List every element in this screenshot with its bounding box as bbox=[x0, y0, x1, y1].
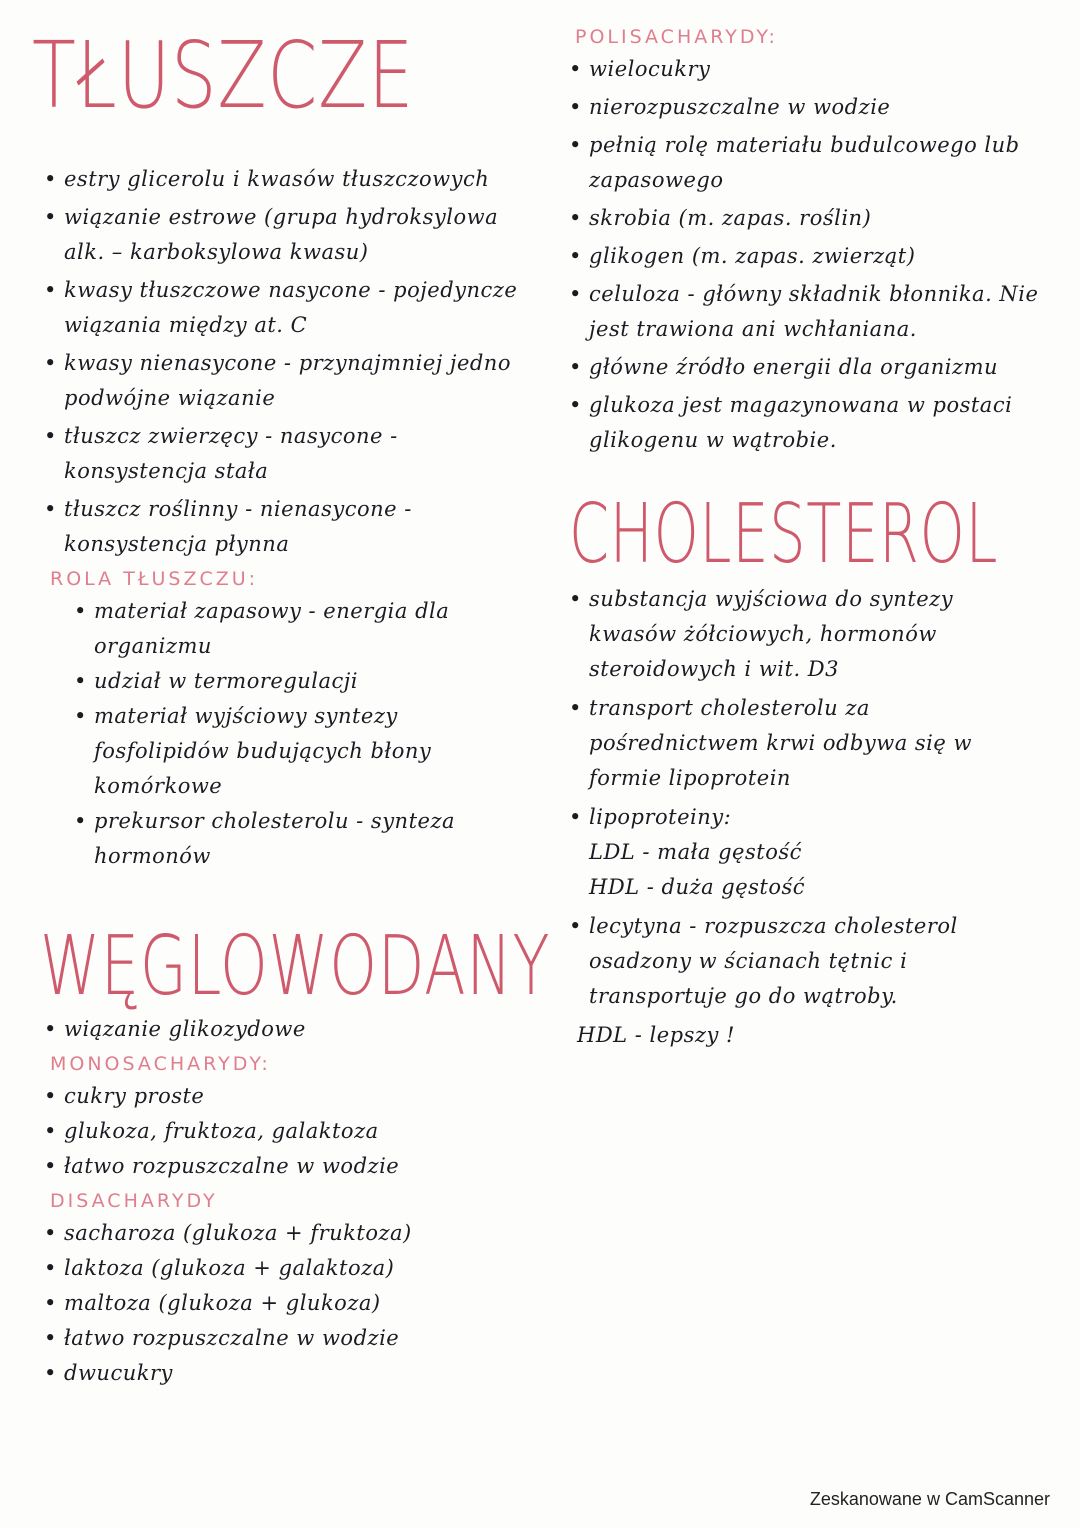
list-item-lipoproteiny bbox=[565, 800, 1045, 905]
list-item: • cukry proste bbox=[40, 1079, 540, 1114]
rola-tluszczu-heading: ROLA TŁUSZCZU: bbox=[50, 568, 259, 590]
rola-list bbox=[70, 594, 540, 874]
list-item: • tłuszcz zwierzęcy - nasycone - konsystencja stała bbox=[40, 419, 540, 489]
list-item: • materiał wyjściowy syntezy fosfolipidów budujących błony komórkowe bbox=[70, 699, 540, 804]
list-item: • glukoza jest magazynowana w postaci glikogenu w wątrobie. bbox=[565, 388, 1045, 458]
hdl-line: HDL - duża gęstość bbox=[589, 875, 806, 899]
list-item: • kwasy tłuszczowe nasycone - pojedyncze wiązania między at. C bbox=[40, 273, 540, 343]
list-item: • materiał zapasowy - energia dla organizmu bbox=[70, 594, 540, 664]
lipoproteiny-label: • lipoproteiny: bbox=[589, 805, 732, 829]
list-item: • wiązanie glikozydowe bbox=[40, 1012, 540, 1047]
right-column bbox=[565, 20, 1045, 1053]
list-item: • lecytyna - rozpuszcza cholesterol osadzony w ścianach tętnic i transportuje go do wątroby. bbox=[565, 909, 1045, 1014]
list-item: • skrobia (m. zapas. roślin) bbox=[565, 201, 1045, 236]
left-column bbox=[32, 22, 551, 1391]
list-item: • substancja wyjściowa do syntezy kwasów żółciowych, hormonów steroidowych i wit. D3 bbox=[565, 582, 1045, 687]
list-item: • prekursor cholesterolu - synteza hormonów bbox=[70, 804, 540, 874]
polisacharydy-list bbox=[565, 52, 1045, 458]
list-item: • sacharoza (glukoza + fruktoza) bbox=[40, 1216, 540, 1251]
polisacharydy-heading: POLISACHARYDY: bbox=[575, 26, 778, 48]
monosacharydy-heading: MONOSACHARYDY: bbox=[50, 1053, 271, 1075]
list-item: • dwucukry bbox=[40, 1356, 540, 1391]
heading-tluszcze: TŁUSZCZE bbox=[32, 22, 415, 129]
list-item: • pełnią rolę materiału budulcowego lub zapasowego bbox=[565, 128, 1045, 198]
list-item: • estry glicerolu i kwasów tłuszczowych bbox=[40, 162, 540, 197]
list-item: • główne źródło energii dla organizmu bbox=[565, 350, 1045, 385]
monosacharydy-list bbox=[40, 1079, 540, 1184]
hdl-better-note: HDL - lepszy ! bbox=[577, 1023, 735, 1047]
list-item: • celuloza - główny składnik błonnika. Nie jest trawiona ani wchłaniana. bbox=[565, 277, 1045, 347]
disacharydy-heading: DISACHARYDY bbox=[50, 1190, 218, 1212]
list-item: • udział w termoregulacji bbox=[70, 664, 540, 699]
list-item: • transport cholesterolu za pośrednictwem krwi odbywa się w formie lipoprotein bbox=[565, 691, 1045, 796]
list-item: • maltoza (glukoza + glukoza) bbox=[40, 1286, 540, 1321]
cholesterol-list bbox=[565, 582, 1045, 1014]
list-item: • tłuszcz roślinny - nienasycone - konsystencja płynna bbox=[40, 492, 540, 562]
list-item: • wielocukry bbox=[565, 52, 1045, 87]
heading-weglowodany: WĘGLOWODANY bbox=[40, 919, 551, 1014]
heading-cholesterol: CHOLESTEROL bbox=[569, 487, 999, 582]
list-item: • nierozpuszczalne w wodzie bbox=[565, 90, 1045, 125]
list-item: • laktoza (glukoza + galaktoza) bbox=[40, 1251, 540, 1286]
list-item: • łatwo rozpuszczalne w wodzie bbox=[40, 1321, 540, 1356]
list-item: • glikogen (m. zapas. zwierząt) bbox=[565, 239, 1045, 274]
list-item: • glukoza, fruktoza, galaktoza bbox=[40, 1114, 540, 1149]
ldl-line: LDL - mała gęstość bbox=[589, 840, 802, 864]
list-item: • łatwo rozpuszczalne w wodzie bbox=[40, 1149, 540, 1184]
tluszcze-list bbox=[40, 162, 540, 562]
list-item: • wiązanie estrowe (grupa hydroksylowa alk. – karboksylowa kwasu) bbox=[40, 200, 540, 270]
weglowodany-list bbox=[40, 1012, 540, 1047]
disacharydy-list bbox=[40, 1216, 540, 1391]
list-item: • kwasy nienasycone - przynajmniej jedno podwójne wiązanie bbox=[40, 346, 540, 416]
camscanner-watermark: Zeskanowane w CamScanner bbox=[809, 1489, 1050, 1509]
